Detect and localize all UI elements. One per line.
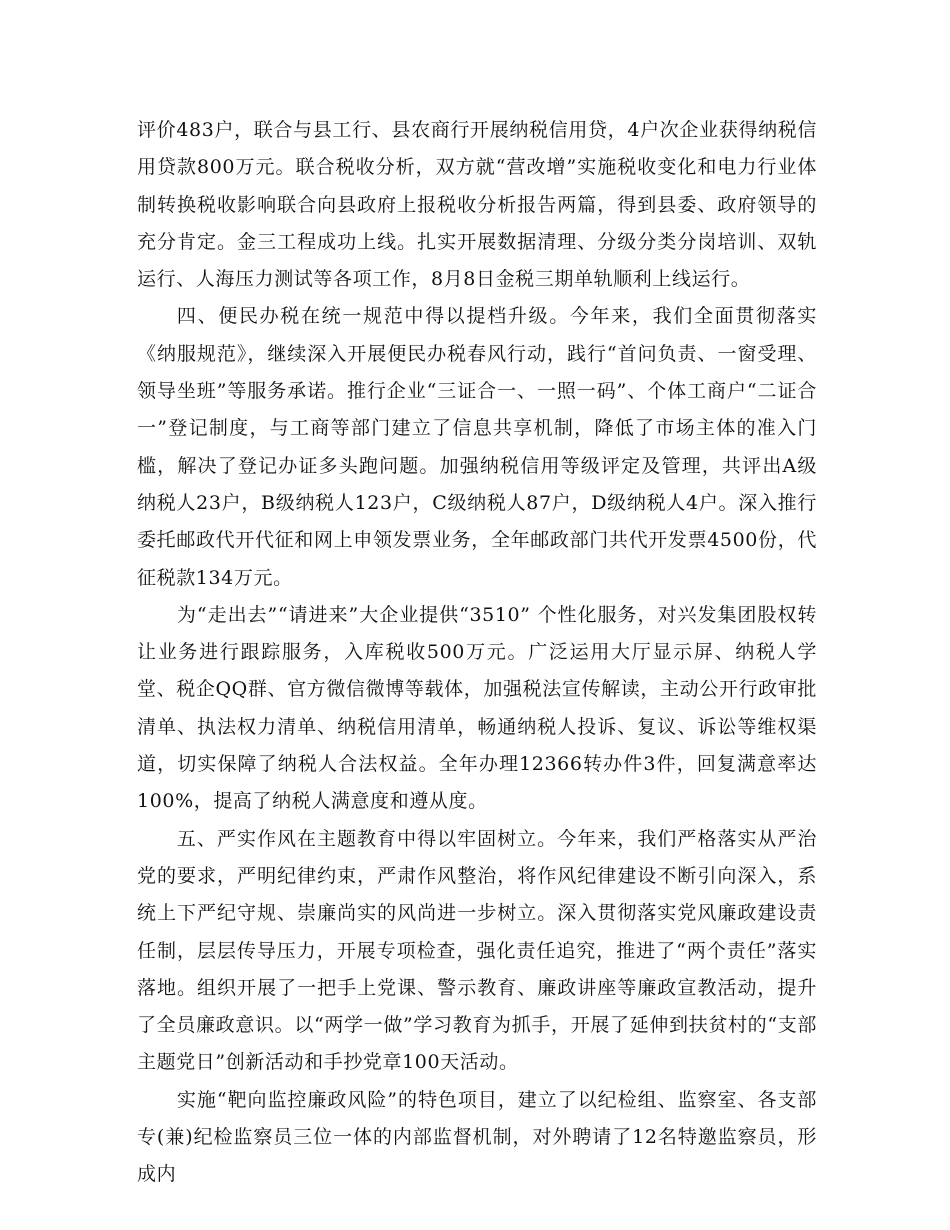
paragraph-section-five: 五、严实作风在主题教育中得以牢固树立。今年来，我们严格落实从严治党的要求，严明纪律约束，严肃作风整治，将作风纪律建设不断引向深入，系统上下严纪守规、崇廉尚实的风尚进一步树立。深入贯彻落实党风廉政建设责任制，层层传导压力，开展专项检查，强化责任追究，推进了“两个责任”落实落地。组织开展了一把手上党课、警示教育、廉政讲座等廉政宣教活动，提升了全员廉政意识。以“两学一做”学习教育为抓手，开展了延伸到扶贫村的“支部主题党日”创新活动和手抄党章100天活动。 (137, 827, 817, 1074)
paragraph-enterprise-service: 为“走出去”“请进来”大企业提供“3510” 个性化服务，对兴发集团股权转让业务进行跟踪服务，入库税收500万元。广泛运用大厅显示屏、纳税人学堂、税企QQ群、官方微信微博等载体，加强税法宣传解读，主动公开行政审批清单、执法权力清单、纳税信用清单，畅通纳税人投诉、复议、诉讼等维权渠道，切实保障了纳税人合法权益。全年办理12366转办件3件，回复满意率达100%，提高了纳税人满意度和遵从度。 (137, 603, 817, 813)
paragraph-continuation: 评价483户，联合与县工行、县农商行开展纳税信用贷，4户次企业获得纳税信用贷款800万元。联合税收分析，双方就“营改增”实施税收变化和电力行业体制转换税收影响联合向县政府上报税收分析报告两篇，得到县委、政府领导的充分肯定。金三工程成功上线。扎实开展数据清理、分级分类分岗培训、双轨运行、人海压力测试等各项工作，8月8日金税三期单轨顺利上线运行。 (137, 119, 817, 291)
document-body (137, 112, 817, 1194)
paragraph-risk-monitoring: 实施“靶向监控廉政风险”的特色项目，建立了以纪检组、监察室、各支部专(兼)纪检监察员三位一体的内部监督机制，对外聘请了12名特邀监察员，形成内 (137, 1088, 817, 1186)
paragraph-section-four: 四、便民办税在统一规范中得以提档升级。今年来，我们全面贯彻落实《纳服规范》，继续深入开展便民办税春风行动，践行“首问负责、一窗受理、领导坐班”等服务承诺。推行企业“三证合一、一照一码”、个体工商户“二证合一”登记制度，与工商等部门建立了信息共享机制，降低了市场主体的准入门槛，解决了登记办证多头跑问题。加强纳税信用等级评定及管理，共评出A级纳税人23户，B级纳税人123户，C级纳税人87户，D级纳税人4户。深入推行委托邮政代开代征和网上申领发票业务，全年邮政部门共代开发票4500份，代征税款134万元。 (137, 305, 817, 589)
